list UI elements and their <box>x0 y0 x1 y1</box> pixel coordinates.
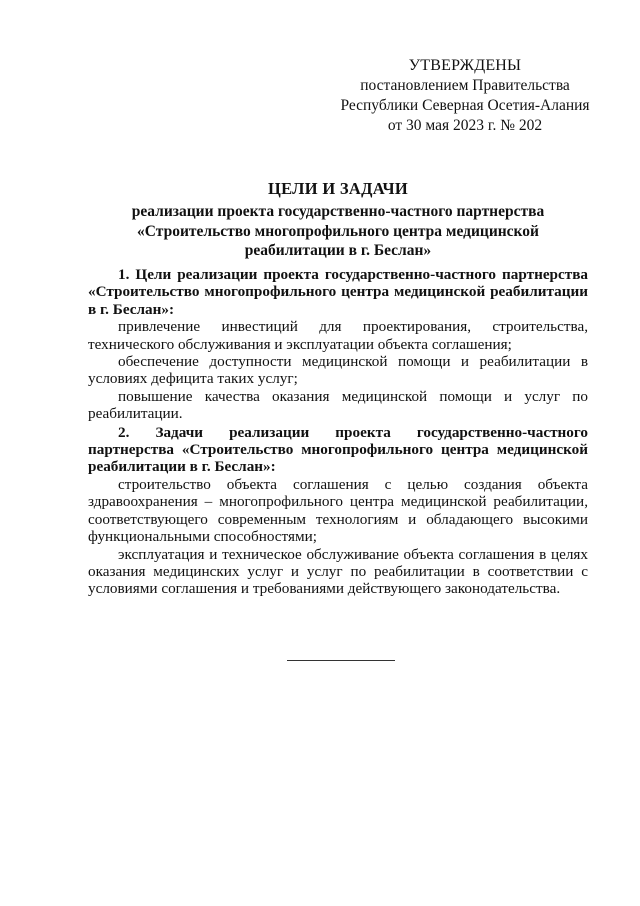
document-title: ЦЕЛИ И ЗАДАЧИ <box>267 179 409 198</box>
approval-line-2: Республики Северная Осетия-Алания <box>340 97 590 114</box>
approval-line-3: от 30 мая 2023 г. № 202 <box>387 117 543 134</box>
document-body <box>88 266 588 598</box>
section-1-item-1: привлечение инвестиций для проектирования, строительства, технического обслуживания и эксплуатации объекта соглашения; <box>88 318 588 353</box>
document-subtitle-line-3: реабилитации в г. Беслан» <box>244 242 432 259</box>
section-1-heading: 1. Цели реализации проекта государственно-частного партнерства «Строительство многопрофильного центра медицинской реабилитации в г. Беслан»: <box>88 266 588 318</box>
section-1-item-2: обеспечение доступности медицинской помощи и реабилитации в условиях дефицита таких услуг; <box>88 353 588 388</box>
section-2-item-1: строительство объекта соглашения с целью создания объекта здравоохранения – многопрофильного центра медицинской реабилитации, соответствующего современным технологиям и обладающего высокими функциональными способностями; <box>88 475 588 546</box>
document-subtitle-line-1: реализации проекта государственно-частного партнерства <box>131 203 545 220</box>
document-subtitle-line-2: «Строительство многопрофильного центра медицинской <box>137 222 539 240</box>
approval-line-1: постановлением Правительства <box>360 77 570 94</box>
end-divider-line <box>287 660 395 661</box>
section-2-item-2: эксплуатация и техническое обслуживание объекта соглашения в целях оказания медицинских услуг и услуг по реабилитации в соответствии с условиями соглашения и требованиями действующего законодательства. <box>88 545 588 598</box>
approval-title: УТВЕРЖДЕНЫ <box>408 57 522 74</box>
approval-block <box>320 56 610 136</box>
section-1-item-3: повышение качества оказания медицинской помощи и услуг по реабилитации. <box>88 387 588 423</box>
document-title-block <box>80 178 596 261</box>
section-2-heading: 2. Задачи реализации проекта государственно-частного партнерства «Строительство многопрофильного центра медицинской реабилитации в г. Беслан»: <box>88 423 588 476</box>
